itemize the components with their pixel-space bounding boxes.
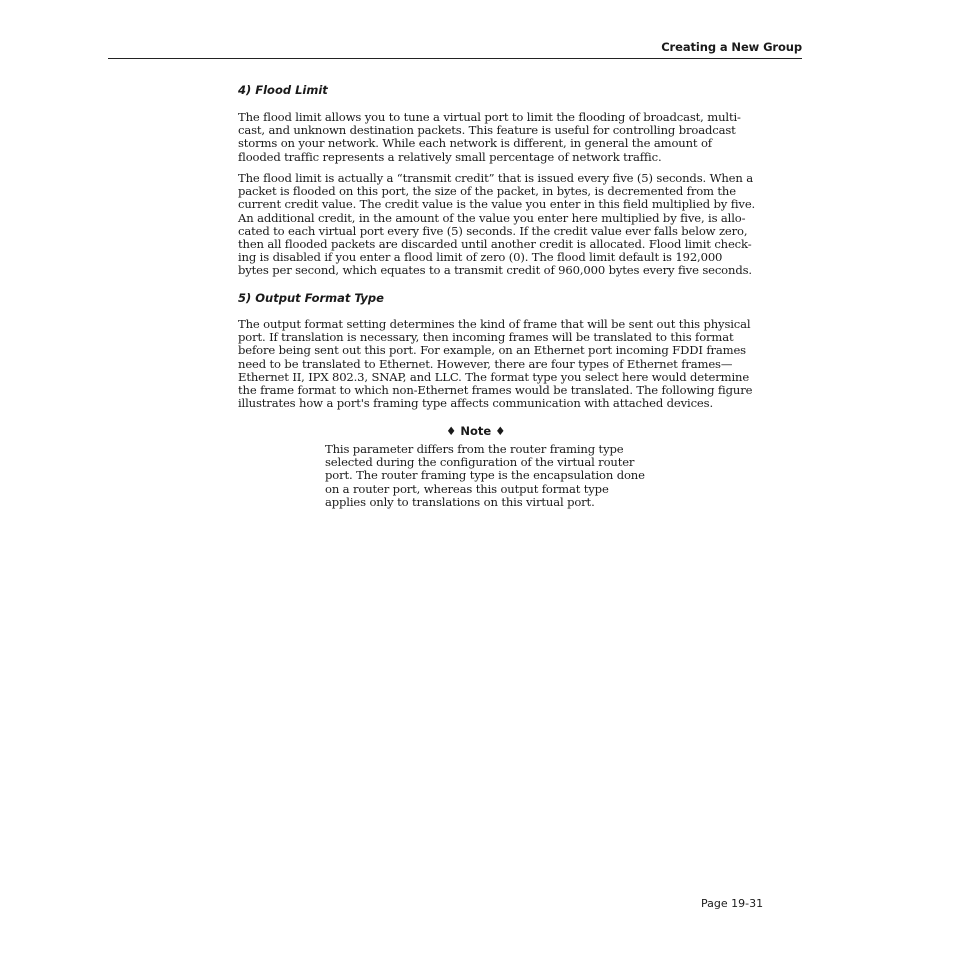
- note-line: applies only to translations on this virtual port.: [325, 494, 595, 509]
- note-line: on a router port, whereas this output format type: [325, 481, 609, 496]
- output-format-paragraph: [238, 318, 758, 410]
- text-line: packet is flooded on this port, the size of the packet, in bytes, is decremented from the: [238, 184, 736, 199]
- text-line: illustrates how a port's framing type affects communication with attached devices.: [238, 396, 713, 411]
- text-line: port. If translation is necessary, then incoming frames will be translated to this format: [238, 330, 734, 345]
- text-line: need to be translated to Ethernet. However, there are four types of Ethernet frames—: [238, 356, 733, 371]
- text-line: bytes per second, which equates to a transmit credit of 960,000 bytes every five seconds.: [238, 263, 752, 278]
- note-line: selected during the configuration of the virtual router: [325, 455, 635, 470]
- text-line: The flood limit allows you to tune a virtual port to limit the flooding of broadcast, multi-: [238, 110, 741, 124]
- section-heading-flood-limit: 4) Flood Limit: [238, 83, 328, 97]
- section-heading-output-format-type: 5) Output Format Type: [238, 291, 384, 305]
- text-line: An additional credit, in the amount of the value you enter here multiplied by five, is allo-: [238, 210, 746, 225]
- flood-limit-paragraph-1: [238, 111, 758, 164]
- note-body: [325, 443, 645, 509]
- text-line: The flood limit is actually a “transmit credit” that is issued every five (5) seconds. When a: [238, 171, 753, 185]
- flood-limit-paragraph-2: [238, 172, 758, 278]
- running-header: [108, 40, 802, 59]
- text-line: cated to each virtual port every five (5) seconds. If the credit value ever falls below zero,: [238, 223, 748, 238]
- text-line: The output format setting determines the kind of frame that will be sent out this physical: [238, 317, 751, 331]
- note-line: This parameter differs from the router framing type: [325, 442, 624, 456]
- note-line: port. The router framing type is the encapsulation done: [325, 468, 645, 483]
- text-line: the frame format to which non-Ethernet frames would be translated. The following figure: [238, 383, 753, 398]
- note-title: ♦ Note ♦: [446, 424, 506, 438]
- text-line: storms on your network. While each network is different, in general the amount of: [238, 136, 712, 151]
- text-line: before being sent out this port. For example, on an Ethernet port incoming FDDI frames: [238, 343, 746, 358]
- text-line: Ethernet II, IPX 802.3, SNAP, and LLC. The format type you select here would determine: [238, 369, 750, 384]
- text-line: then all flooded packets are discarded until another credit is allocated. Flood limit check-: [238, 237, 752, 252]
- text-line: cast, and unknown destination packets. This feature is useful for controlling broadcast: [238, 123, 736, 138]
- running-header-title: Creating a New Group: [661, 40, 802, 54]
- text-line: flooded traffic represents a relatively small percentage of network traffic.: [238, 149, 662, 164]
- page-number: Page 19-31: [701, 897, 764, 910]
- text-line: ing is disabled if you enter a flood limit of zero (0). The flood limit default is 192,000: [238, 250, 723, 265]
- text-line: current credit value. The credit value is the value you enter in this field multiplied by five.: [238, 197, 756, 212]
